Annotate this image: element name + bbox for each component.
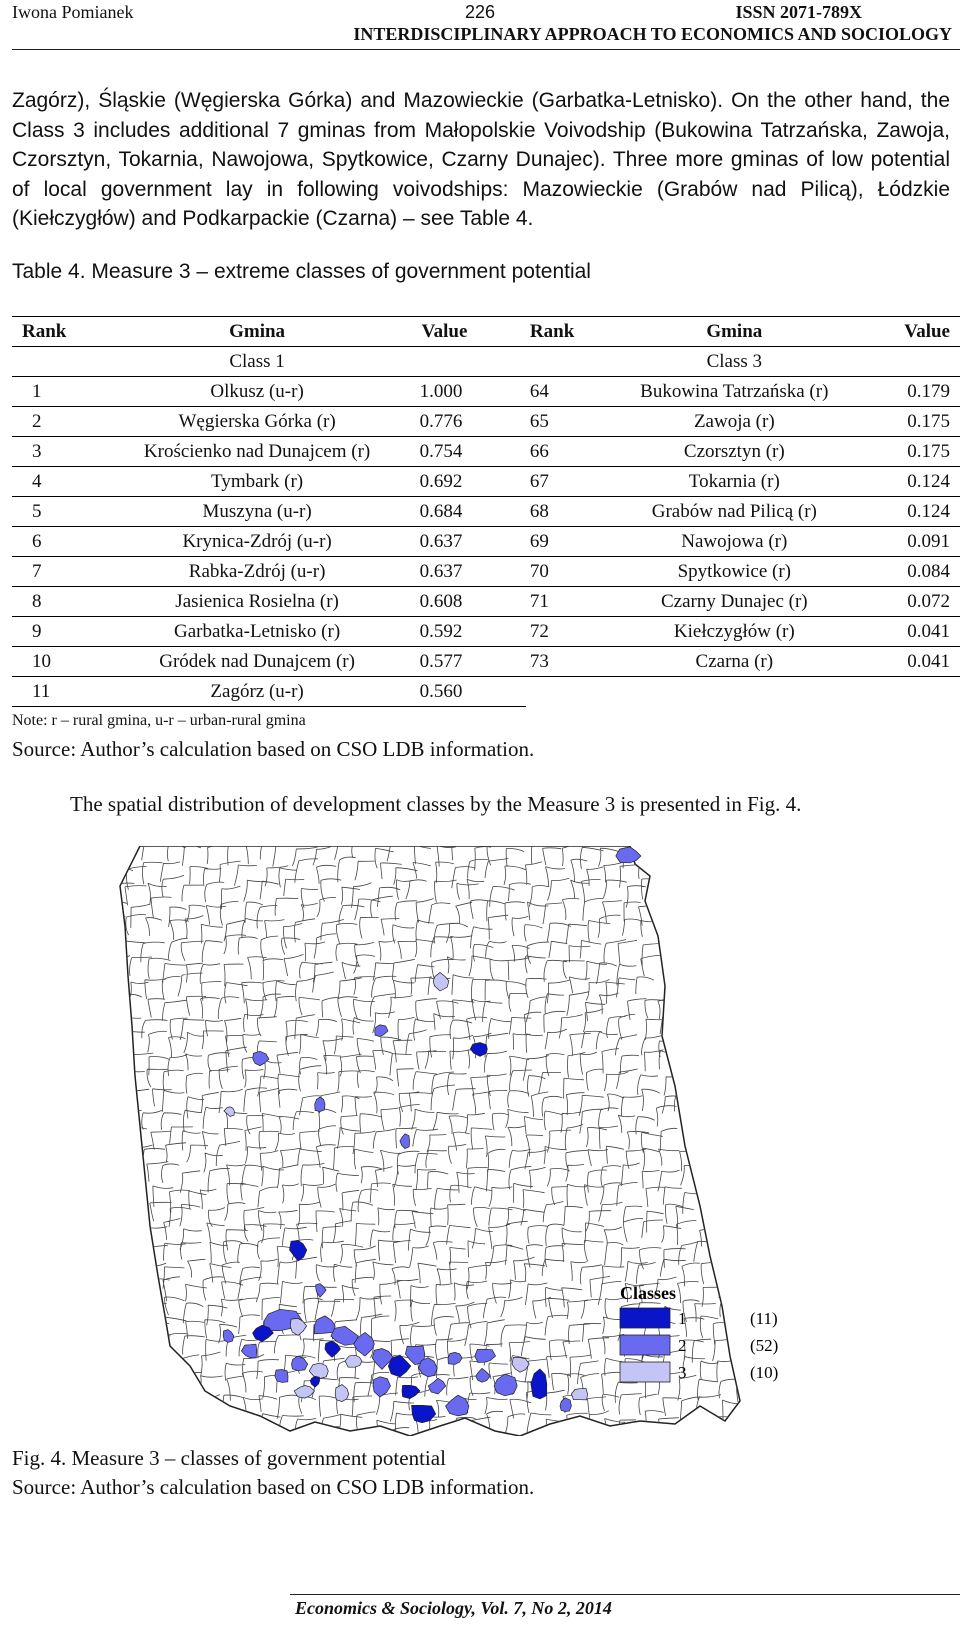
header-journal: INTERDISCIPLINARY APPROACH TO ECONOMICS AND SOCIOLOGY <box>353 24 952 44</box>
cell-value: 0.608 <box>414 587 526 617</box>
cell-gmina-2: Kiełczygłów (r) <box>595 617 874 647</box>
cell-value: 1.000 <box>414 377 526 407</box>
cell-gmina: Zagórz (u-r) <box>101 677 414 707</box>
cell-value-2: 0.179 <box>874 377 960 407</box>
class-row <box>12 347 960 377</box>
cell-gmina: Rabka-Zdrój (u-r) <box>101 557 414 587</box>
cell-gmina: Krynica-Zdrój (u-r) <box>101 527 414 557</box>
cell-gmina-2: Zawoja (r) <box>595 407 874 437</box>
cell-rank: 3 <box>12 437 101 467</box>
cell-gmina: Garbatka-Letnisko (r) <box>101 617 414 647</box>
table-source: Source: Author’s calculation based on CSO LDB information. <box>12 737 535 761</box>
cell-value-2: 0.091 <box>874 527 960 557</box>
cell-gmina-2: Nawojowa (r) <box>595 527 874 557</box>
cell-rank: 11 <box>12 677 101 707</box>
cell-rank: 8 <box>12 587 101 617</box>
col-header-gmina-2: Gmina <box>595 317 874 347</box>
table-caption: Table 4. Measure 3 – extreme classes of government potential <box>12 260 591 283</box>
cell-value-2: 0.084 <box>874 557 960 587</box>
cell-rank-2: 72 <box>526 617 595 647</box>
cell-gmina-2: Spytkowice (r) <box>595 557 874 587</box>
header-author: Iwona Pomianek <box>12 2 134 22</box>
table-row <box>12 527 960 557</box>
cell-value-2: 0.124 <box>874 467 960 497</box>
table-row <box>12 557 960 587</box>
table-row <box>12 647 960 677</box>
spatial-distribution-text: The spatial distribution of development classes by the Measure 3 is presented in Fig. 4. <box>70 792 802 816</box>
col-header-value: Value <box>414 317 526 347</box>
table-row <box>12 617 960 647</box>
table-row <box>12 497 960 527</box>
gmina-class-2 <box>275 1370 288 1383</box>
legend-label-1: 1 <box>678 1309 687 1328</box>
cell-value: 0.684 <box>414 497 526 527</box>
col-header-gmina: Gmina <box>101 317 414 347</box>
table-header-row <box>12 317 960 347</box>
cell-rank: 6 <box>12 527 101 557</box>
legend-count-3: (10) <box>750 1363 779 1382</box>
cell-value: 0.577 <box>414 647 526 677</box>
cell-gmina-2: Grabów nad Pilicą (r) <box>595 497 874 527</box>
cell-gmina-2: Czarny Dunajec (r) <box>595 587 874 617</box>
cell-value: 0.560 <box>414 677 526 707</box>
table-row <box>12 677 960 707</box>
figure-source: Source: Author’s calculation based on CSO LDB information. <box>12 1475 535 1499</box>
cell-rank-2: 68 <box>526 497 595 527</box>
class-3-label: Class 3 <box>595 347 874 377</box>
cell-gmina: Gródek nad Dunajcem (r) <box>101 647 414 677</box>
class-1-label: Class 1 <box>101 347 414 377</box>
cell-rank-2: 67 <box>526 467 595 497</box>
cell-value-2: 0.175 <box>874 437 960 467</box>
table-note: Note: r – rural gmina, u-r – urban-rural gmina <box>12 712 306 729</box>
header-issn: ISSN 2071-789X <box>735 2 862 22</box>
gmina-map <box>110 846 835 1436</box>
legend-swatch-2 <box>620 1335 670 1355</box>
table-row <box>12 407 960 437</box>
legend-count-1: (11) <box>750 1309 778 1328</box>
table-row <box>12 377 960 407</box>
body-paragraph: Zagórz), Śląskie (Węgierska Górka) and Mazowieckie (Garbatka-Letnisko). On the other hand, the Class 3 includes additional 7 gminas from Małopolskie Voivodship (Bukowina Tatrzańska, Zawoja, Czorsztyn, Tokarnia, Nawojowa, Spytkowice, Czarny Dunajec). Three more gminas of low potential of local government lay in following voivodships: Mazowieckie (Grabów nad Pilicą), Łódzkie (Kiełczygłów) and Podkarpackie (Czarna) – see Table 4. <box>12 89 950 230</box>
cell-rank-2: 70 <box>526 557 595 587</box>
legend-swatch-3 <box>620 1362 670 1382</box>
cell-value: 0.754 <box>414 437 526 467</box>
table-row <box>12 467 960 497</box>
cell-value: 0.776 <box>414 407 526 437</box>
col-header-value-2: Value <box>874 317 960 347</box>
legend-title: Classes <box>620 1283 677 1303</box>
header-rule <box>12 49 960 50</box>
cell-value: 0.637 <box>414 527 526 557</box>
cell-gmina-2: Czorsztyn (r) <box>595 437 874 467</box>
gmina-class-2 <box>616 847 641 863</box>
cell-gmina: Węgierska Górka (r) <box>101 407 414 437</box>
footer-rule <box>290 1594 960 1595</box>
legend-label-2: 2 <box>678 1336 687 1355</box>
cell-rank: 4 <box>12 467 101 497</box>
cell-gmina: Muszyna (u-r) <box>101 497 414 527</box>
table-row <box>12 437 960 467</box>
cell-value-2: 0.175 <box>874 407 960 437</box>
cell-rank: 9 <box>12 617 101 647</box>
cell-rank-2: 73 <box>526 647 595 677</box>
cell-gmina-2: Czarna (r) <box>595 647 874 677</box>
cell-rank-2: 69 <box>526 527 595 557</box>
page-footer: Economics & Sociology, Vol. 7, No 2, 2014 <box>295 1598 612 1618</box>
results-table <box>12 316 960 707</box>
cell-value-2: 0.072 <box>874 587 960 617</box>
cell-gmina: Krościenko nad Dunajcem (r) <box>101 437 414 467</box>
cell-gmina-2: Bukowina Tatrzańska (r) <box>595 377 874 407</box>
cell-value-2: 0.041 <box>874 647 960 677</box>
cell-rank: 1 <box>12 377 101 407</box>
cell-rank-2: 66 <box>526 437 595 467</box>
table-row <box>12 587 960 617</box>
cell-gmina: Olkusz (u-r) <box>101 377 414 407</box>
cell-value: 0.592 <box>414 617 526 647</box>
legend-count-2: (52) <box>750 1336 779 1355</box>
page-header <box>12 2 952 44</box>
cell-rank: 10 <box>12 647 101 677</box>
cell-rank: 2 <box>12 407 101 437</box>
cell-value-2: 0.124 <box>874 497 960 527</box>
cell-value: 0.637 <box>414 557 526 587</box>
figure-caption: Fig. 4. Measure 3 – classes of government potential <box>12 1446 446 1470</box>
header-page-number: 226 <box>465 2 496 22</box>
cell-rank-2: 65 <box>526 407 595 437</box>
legend-swatch-1 <box>620 1308 670 1328</box>
cell-rank: 5 <box>12 497 101 527</box>
cell-rank-2: 64 <box>526 377 595 407</box>
cell-gmina-2: Tokarnia (r) <box>595 467 874 497</box>
col-header-rank-2: Rank <box>526 317 595 347</box>
cell-value: 0.692 <box>414 467 526 497</box>
col-header-rank: Rank <box>12 317 101 347</box>
cell-value-2: 0.041 <box>874 617 960 647</box>
cell-rank: 7 <box>12 557 101 587</box>
legend-label-3: 3 <box>678 1363 687 1382</box>
cell-rank-2: 71 <box>526 587 595 617</box>
cell-gmina: Tymbark (r) <box>101 467 414 497</box>
cell-gmina: Jasienica Rosielna (r) <box>101 587 414 617</box>
